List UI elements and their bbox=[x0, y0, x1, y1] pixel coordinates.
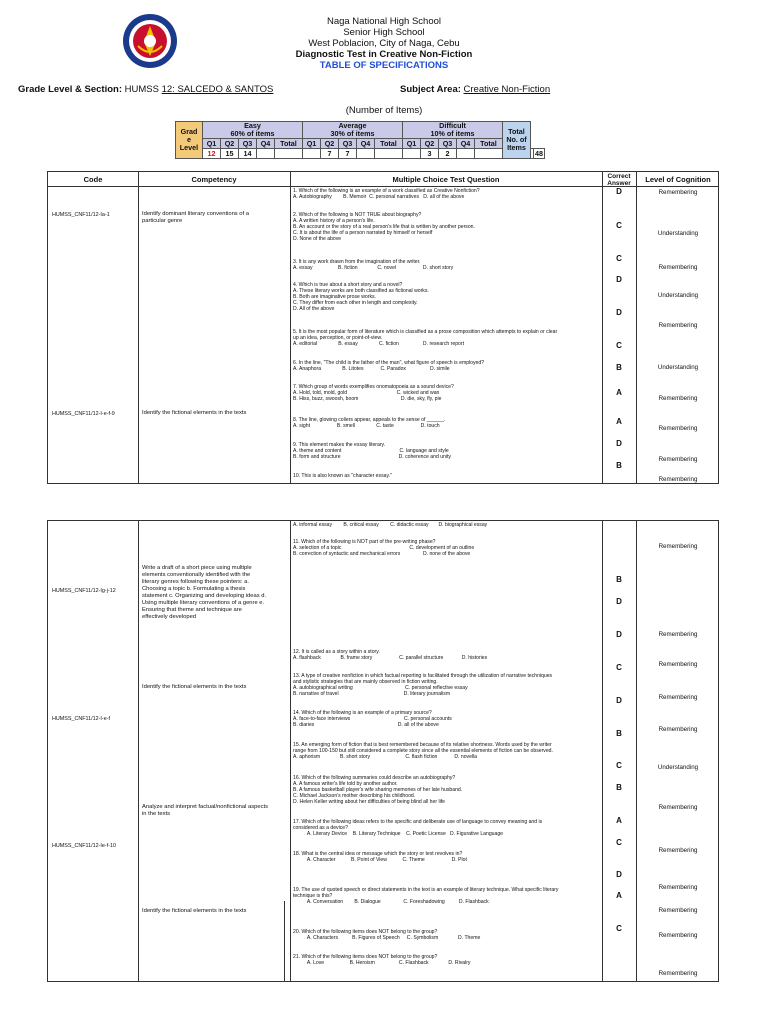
level-cell: Remembering bbox=[658, 476, 698, 483]
level-cell: Remembering bbox=[658, 907, 698, 914]
answer-cell: C bbox=[616, 221, 622, 230]
answer-cell: C bbox=[616, 838, 622, 847]
answer-cell: D bbox=[616, 870, 622, 879]
subject-value: Creative Non-Fiction bbox=[463, 84, 551, 95]
level-cell: Remembering bbox=[658, 425, 698, 432]
questions-table-page1 bbox=[47, 171, 719, 484]
question-13: 13. A type of creative nonfiction in which factual reporting is facilitated through the utilization of narrative techniques and stylistic strategies that are mainly observed in fiction writing. A. autobiographical writing C. personal reflective essay B. narrative of travel D. literary journalism bbox=[293, 673, 553, 697]
answer-cell: A bbox=[616, 816, 622, 825]
tos-data-row: 12 15 14 7 7 3 2 48 bbox=[176, 149, 545, 159]
question-2: 2. Which of the following is NOT TRUE about biography? A. A written history of a person's life. B. An account or the story of a real person's life that is written by another person. C. It is about the life of a person narrated by himself or herself D. None of the above bbox=[293, 212, 475, 242]
level-cell: Remembering bbox=[658, 395, 698, 402]
answer-cell: B bbox=[616, 363, 622, 372]
level-cell: Remembering bbox=[658, 884, 698, 891]
grade-level-header: Grad e Level bbox=[176, 122, 203, 159]
competency-cell: Write a draft of a short piece using multiple elements conventionally identified with the literary genres following these pointers: a. Choosing a topic b. Formulating a thesis statement c. Organizing and developing ideas d. Using multiple literary conventions of a genre e. Ensuring that theme and technique are effectively developed bbox=[142, 565, 267, 620]
answer-cell: A bbox=[616, 417, 622, 426]
test-title: Diagnostic Test in Creative Non-Fiction bbox=[295, 49, 473, 60]
question-15: 15. An emerging form of fiction that is best remembered because of its relative shortness. Words used by the writer range from 100-150 but still considered a complete story since all the essential elements of fiction can be observed. A. aphorism B. short story C. flash fiction D. novella bbox=[293, 742, 553, 760]
answer-cell: A bbox=[616, 388, 622, 397]
question-10-options: A. informal essay B. critical essay C. didactic essay D. biographical essay bbox=[293, 522, 488, 528]
level-cell: Remembering bbox=[658, 970, 698, 977]
tos-summary-table: Grad e Level Easy 60% of items Average 30% of items Difficult 10% of items Total No. of Items Q1 Q2 Q3 Q4 Total Q1 Q2 Q3 Q4 Total Q1 Q2 Q3 Q4 Total 12 15 14 7 7 3 2 48 bbox=[175, 121, 545, 159]
answer-cell: B bbox=[616, 575, 622, 584]
question-4: 4. Which is true about a short story and a novel? A. These literary works are both classified as fictional works. B. Both are imaginative prose works. C. They differ from each other in length and complexity. D. All of the above bbox=[293, 282, 429, 312]
difficult-header: Difficult 10% of items bbox=[403, 122, 503, 139]
average-header: Average 30% of items bbox=[303, 122, 403, 139]
level-cell: Remembering bbox=[658, 694, 698, 701]
question-12: 12. It is called as a story within a story. A. flashback B. frame story C. parallel structure D. histories bbox=[293, 649, 488, 661]
table-header: Code Competency Multiple Choice Test Question Correct Answer Level of Cognition bbox=[48, 172, 718, 187]
code-cell: HUMSS_CNF11/12-Ie-f-10 bbox=[52, 843, 117, 849]
answer-cell: D bbox=[616, 696, 622, 705]
answer-cell: C bbox=[616, 663, 622, 672]
answer-cell: B bbox=[616, 461, 622, 470]
level-cell: Understanding bbox=[657, 364, 699, 371]
school-header bbox=[0, 16, 768, 71]
question-19: 19. The use of quoted speech or direct statements in the text is an example of literary technique. What specific literary technique is this? A. Conversation B. Dialogue C. Foreshadowing D. Flashback bbox=[293, 887, 559, 905]
answer-cell: C bbox=[616, 761, 622, 770]
answer-cell: C bbox=[616, 924, 622, 933]
answer-cell: D bbox=[616, 275, 622, 284]
question-7: 7. Which group of words exemplifies onomatopoeia as a sound device? A. Hold, told, mold, gold C. wicked and wan B. Hiss, buzz, swoosh, boom D. die, sky, fly, pie bbox=[293, 384, 454, 402]
number-of-items-label: (Number of Items) bbox=[345, 105, 423, 116]
question-21: 21. Which of the following items does NOT belong to the group? A. Love B. Heroism C. Flashback D. Rivalry bbox=[293, 954, 471, 966]
level-cell: Remembering bbox=[658, 847, 698, 854]
answer-cell: D bbox=[616, 439, 622, 448]
level-cell: Remembering bbox=[658, 456, 698, 463]
level-cell: Understanding bbox=[657, 764, 699, 771]
question-6: 6. In the line, "The child is the father of the man", what figure of speech is employed? A. Anaphora B. Litotes C. Paradox D. simile bbox=[293, 360, 485, 372]
school-level: Senior High School bbox=[343, 27, 425, 38]
answer-cell: A bbox=[616, 891, 622, 900]
answer-cell: B bbox=[616, 783, 622, 792]
code-cell: HUMSS_CNF11/12-I-e-f bbox=[52, 716, 111, 722]
answer-cell: C bbox=[616, 254, 622, 263]
code-cell: HUMSS_CNF11/12-Ia-1 bbox=[52, 212, 110, 218]
grade-value-cell: 12 bbox=[203, 149, 221, 159]
answer-cell: C bbox=[616, 341, 622, 350]
subject-area bbox=[400, 84, 550, 95]
competency-cell: Identify dominant literary conventions of a particular genre bbox=[142, 211, 249, 224]
school-address: West Poblacion, City of Naga, Cebu bbox=[308, 38, 460, 49]
level-cell: Remembering bbox=[658, 543, 698, 550]
answer-cell: D bbox=[616, 308, 622, 317]
code-cell: HUMSS_CNF11/12-Ig-j-12 bbox=[52, 588, 116, 594]
level-cell: Remembering bbox=[658, 264, 698, 271]
level-cell: Remembering bbox=[658, 661, 698, 668]
question-17: 17. Which of the following ideas refers to the specific and deliberate use of language to convey meaning and is considered as a device? A. Literary Device B. Literary Technique C. Poetic License D. Figurative Language bbox=[293, 819, 543, 837]
answer-cell: D bbox=[616, 597, 622, 606]
question-14: 14. Which of the following is an example of a primary source? A. face-to-face interviews C. personal accounts B. diaries D. all of the above bbox=[293, 710, 452, 728]
question-1: 1. Which of the following is an example of a work classified as Creative Nonfiction? A. Autobiography B. Memoir C. personal narratives D. all of the above bbox=[293, 188, 480, 200]
question-18: 18. What is the central idea or message which the story or text revolves in? A. Character B. Point of View C. Theme D. Plot bbox=[293, 851, 467, 863]
level-cell: Remembering bbox=[658, 631, 698, 638]
question-16: 16. Which of the following summaries could describe an autobiography? A. A famous writer's life told by another author. B. A famous basketball player's wife sharing memories of her late husband. C. Michael Jackson's mother describing his childhood. D. Helen Keller writing about her difficulties of being blind all her life bbox=[293, 775, 463, 805]
grade-prefix: HUMSS bbox=[124, 84, 159, 95]
level-cell: Remembering bbox=[658, 804, 698, 811]
level-cell: Remembering bbox=[658, 189, 698, 196]
question-20: 20. Which of the following items does NOT belong to the group? A. Characters B. Figures of Speech C. Symbolism D. Theme bbox=[293, 929, 481, 941]
level-cell: Remembering bbox=[658, 322, 698, 329]
question-9: 9. This element makes the essay literary. A. theme and content C. language and style B. form and structure D. coherence and unity bbox=[293, 442, 451, 460]
question-11: 11. Which of the following is NOT part of the pre-writing phase? A. selection of a topic C. development of an outline B. correction of syntactic and mechanical errors D. none of the above bbox=[293, 539, 475, 557]
total-items-header: Total No. of Items bbox=[503, 122, 531, 159]
question-5: 5. It is the most popular form of literature which is classified as a prose composition which attempts to explain or clear up an idea, perception, or point-of-view. A. editorial B. essay C. fiction D. research report bbox=[293, 329, 558, 347]
competency-cell: Identify the fictional elements in the texts bbox=[142, 684, 247, 690]
grade-section bbox=[18, 84, 273, 95]
competency-cell: Analyze and interpret factual/nonfictional aspects in the texts bbox=[142, 804, 268, 817]
grade-label: Grade Level & Section: bbox=[18, 84, 123, 95]
answer-cell: D bbox=[616, 630, 622, 639]
grade-value: 12: SALCEDO & SANTOS bbox=[161, 84, 274, 95]
easy-header: Easy 60% of items bbox=[203, 122, 303, 139]
tos-title: TABLE OF SPECIFICATIONS bbox=[319, 60, 449, 71]
competency-cell: Identify the fictional elements in the texts bbox=[142, 908, 247, 914]
school-name: Naga National High School bbox=[326, 16, 442, 27]
competency-cell: Identify the fictional elements in the texts bbox=[142, 410, 247, 416]
subject-label: Subject Area: bbox=[400, 84, 461, 95]
question-3: 3. It is any work drawn from the imagination of the writer. A. essay B. fiction C. novel D. short story bbox=[293, 259, 454, 271]
code-cell: HUMSS_CNF11/12-I-e-f-9 bbox=[52, 411, 115, 417]
answer-cell: B bbox=[616, 729, 622, 738]
answer-cell: D bbox=[616, 187, 622, 196]
level-cell: Remembering bbox=[658, 932, 698, 939]
question-8: 8. The line, glowing coliers appear, appeals to the sense of ______. A. sight B. smell C. taste D. touch bbox=[293, 417, 446, 429]
level-cell: Understanding bbox=[657, 230, 699, 237]
question-10: 10. This is also known as "character essay." bbox=[293, 473, 392, 479]
level-cell: Understanding bbox=[657, 292, 699, 299]
level-cell: Remembering bbox=[658, 726, 698, 733]
questions-table-page2 bbox=[47, 520, 719, 982]
